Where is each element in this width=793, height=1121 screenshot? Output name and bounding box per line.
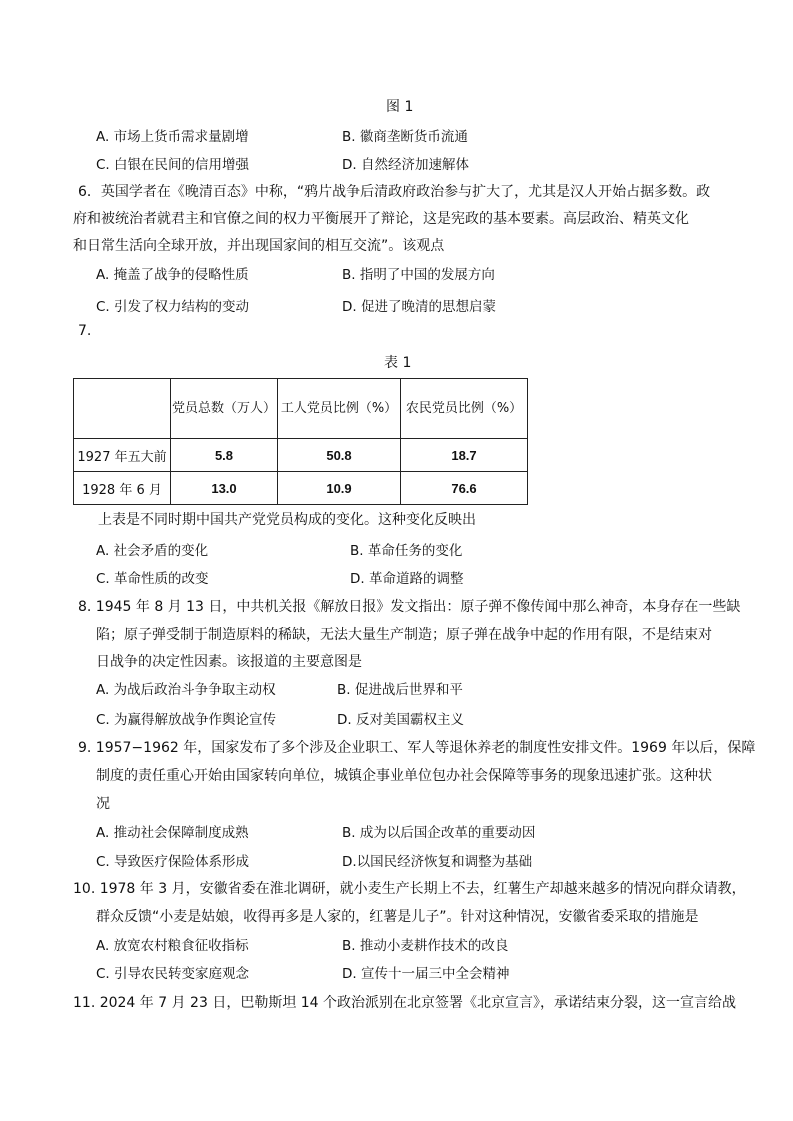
q9-option-a[interactable]: A. 推动社会保障制度成熟 bbox=[96, 825, 249, 841]
q10-option-c[interactable]: C. 引导农民转变家庭观念 bbox=[96, 966, 250, 982]
party-membership-table bbox=[73, 378, 528, 505]
table-header-worker-ratio: 工人党员比例（%） bbox=[278, 379, 401, 439]
table-caption: 表 1 bbox=[384, 355, 412, 371]
q6-option-c[interactable]: C. 引发了权力结构的变动 bbox=[96, 299, 250, 315]
q8-option-a[interactable]: A. 为战后政治斗争争取主动权 bbox=[96, 682, 276, 698]
q6-option-d[interactable]: D. 促进了晚清的思想启蒙 bbox=[342, 299, 496, 315]
q7-option-c[interactable]: C. 革命性质的改变 bbox=[96, 571, 209, 587]
q11-stem-line1: 11. 2024 年 7 月 23 日，巴勒斯坦 14 个政治派别在北京签署《北京宣言》，承诺结束分裂，这一宣言给战 bbox=[73, 995, 737, 1011]
q7-stem: 上表是不同时期中国共产党党员构成的变化。这种变化反映出 bbox=[98, 512, 476, 528]
table-cell-period: 1927 年五大前 bbox=[74, 439, 171, 472]
q6-stem-line3: 和日常生活向全球开放，并出现国家间的相互交流”。该观点 bbox=[73, 238, 445, 254]
q5-option-b[interactable]: B. 徽商垄断货币流通 bbox=[342, 129, 468, 145]
table-header-peasant-ratio: 农民党员比例（%） bbox=[401, 379, 528, 439]
q9-option-c[interactable]: C. 导致医疗保险体系形成 bbox=[96, 854, 250, 870]
q8-stem-line3: 日战争的决定性因素。该报道的主要意图是 bbox=[96, 654, 362, 670]
table-cell-peasant: 18.7 bbox=[401, 439, 528, 472]
table-header-empty bbox=[74, 379, 171, 439]
q10-option-d[interactable]: D. 宣传十一届三中全会精神 bbox=[342, 966, 510, 982]
q7-option-a[interactable]: A. 社会矛盾的变化 bbox=[96, 543, 209, 559]
q9-option-b[interactable]: B. 成为以后国企改革的重要动因 bbox=[342, 825, 536, 841]
q9-option-d[interactable]: D.以国民经济恢复和调整为基础 bbox=[342, 854, 533, 870]
q8-stem-line2: 陷；原子弹受制于制造原料的稀缺，无法大量生产制造；原子弹在战争中起的作用有限，不是结束对 bbox=[96, 627, 712, 643]
q10-option-b[interactable]: B. 推动小麦耕作技术的改良 bbox=[342, 938, 509, 954]
table-cell-peasant: 76.6 bbox=[401, 472, 528, 505]
table-cell-worker: 10.9 bbox=[278, 472, 401, 505]
q8-option-d[interactable]: D. 反对美国霸权主义 bbox=[337, 712, 464, 728]
table-cell-worker: 50.8 bbox=[278, 439, 401, 472]
q7-option-d[interactable]: D. 革命道路的调整 bbox=[350, 571, 464, 587]
q7-option-b[interactable]: B. 革命任务的变化 bbox=[350, 543, 463, 559]
q6-stem-line2: 府和被统治者就君主和官僚之间的权力平衡展开了辩论，这是宪政的基本要素。高层政治、精英文化 bbox=[73, 211, 689, 227]
q5-option-d[interactable]: D. 自然经济加速解体 bbox=[342, 157, 469, 173]
q8-stem-line1: 8. 1945 年 8 月 13 日，中共机关报《解放日报》发文指出：原子弹不像传闻中那么神奇，本身存在一些缺 bbox=[78, 599, 741, 615]
table-cell-total: 5.8 bbox=[171, 439, 278, 472]
q10-option-a[interactable]: A. 放宽农村粮食征收指标 bbox=[96, 938, 249, 954]
q9-stem-line2: 制度的责任重心开始由国家转向单位，城镇企事业单位包办社会保障等事务的现象迅速扩张。这种状 bbox=[96, 768, 712, 784]
q5-option-c[interactable]: C. 白银在民间的信用增强 bbox=[96, 157, 250, 173]
q9-stem-line1: 9. 1957−1962 年，国家发布了多个涉及企业职工、军人等退休养老的制度性安排文件。1969 年以后，保障 bbox=[78, 740, 756, 756]
q8-option-c[interactable]: C. 为赢得解放战争作舆论宣传 bbox=[96, 712, 277, 728]
table-row bbox=[74, 439, 528, 472]
q5-option-a[interactable]: A. 市场上货币需求量剧增 bbox=[96, 129, 249, 145]
q9-stem-line3: 况 bbox=[96, 796, 110, 812]
table-cell-period: 1928 年 6 月 bbox=[74, 472, 171, 505]
table-header-total: 党员总数（万人） bbox=[171, 379, 278, 439]
q10-stem-line1: 10. 1978 年 3 月，安徽省委在淮北调研，就小麦生产长期上不去，红薯生产却越来越多的情况向群众请教， bbox=[73, 881, 746, 897]
table-cell-total: 13.0 bbox=[171, 472, 278, 505]
q7-number: 7. bbox=[78, 323, 92, 339]
q6-option-b[interactable]: B. 指明了中国的发展方向 bbox=[342, 267, 495, 283]
figure-caption: 图 1 bbox=[386, 99, 414, 115]
table-row bbox=[74, 472, 528, 505]
q10-stem-line2: 群众反馈“小麦是姑娘，收得再多是人家的，红薯是儿子”。针对这种情况，安徽省委采取的措施是 bbox=[96, 909, 699, 925]
table-header-row bbox=[74, 379, 528, 439]
q6-stem-line1: 6．英国学者在《晚清百态》中称，“鸦片战争后清政府政治参与扩大了，尤其是汉人开始占据多数。政 bbox=[78, 184, 711, 200]
q6-option-a[interactable]: A. 掩盖了战争的侵略性质 bbox=[96, 267, 249, 283]
q8-option-b[interactable]: B. 促进战后世界和平 bbox=[337, 682, 463, 698]
